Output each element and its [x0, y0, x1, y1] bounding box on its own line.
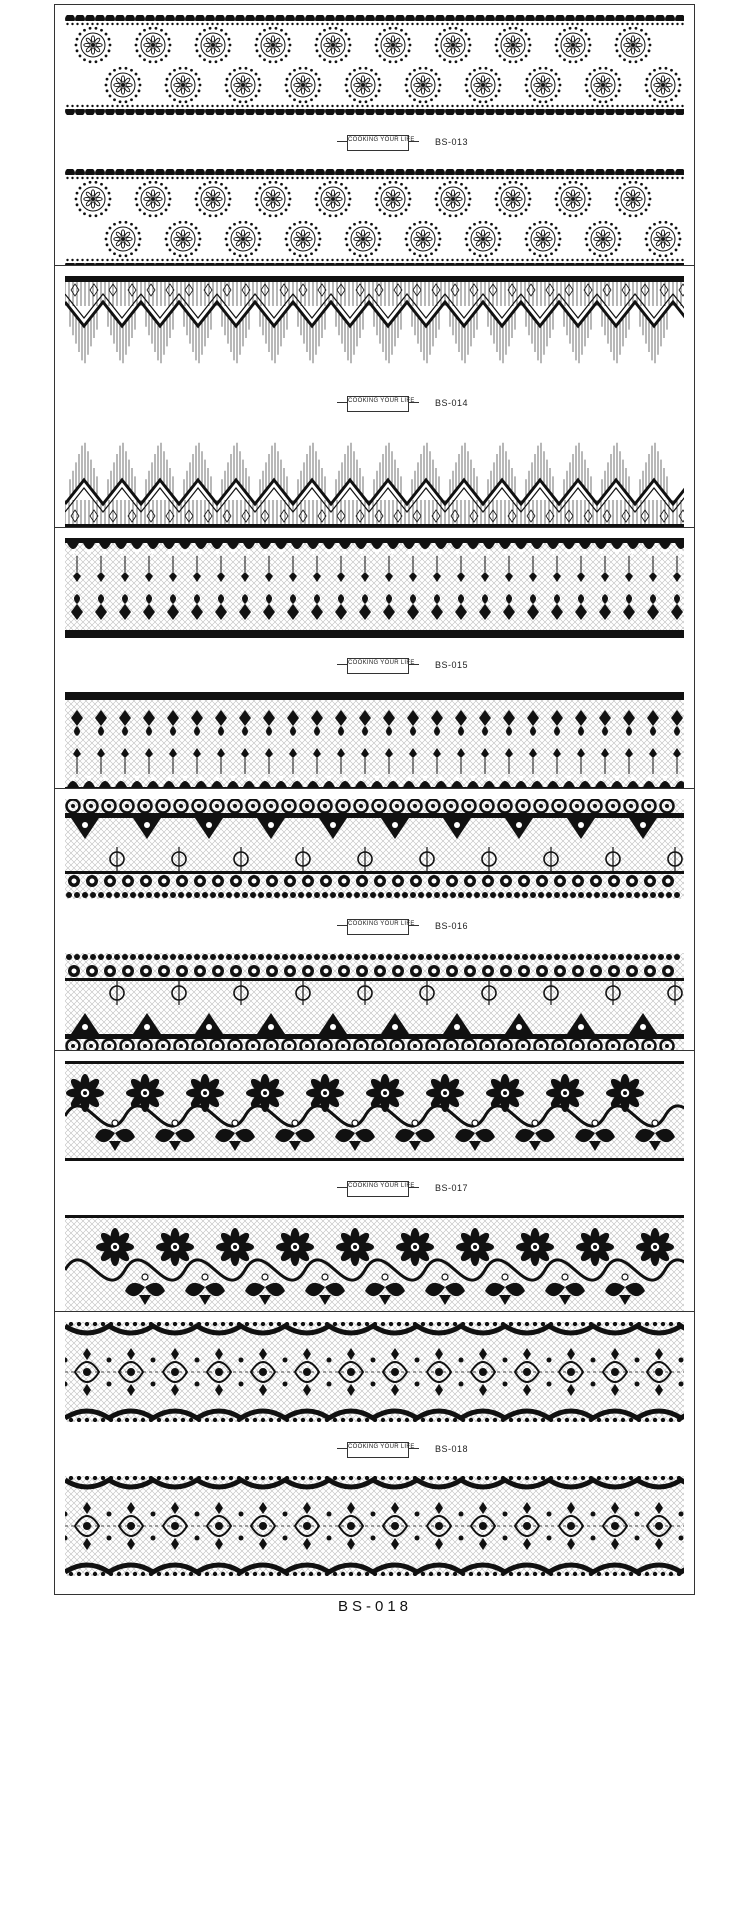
lace-pattern-wave-scroll	[65, 1476, 684, 1576]
lace-band-top	[65, 538, 684, 638]
lace-band-top	[65, 799, 684, 899]
arrow-left-icon	[337, 664, 347, 669]
sticker-sheet-4	[54, 788, 695, 1072]
lace-pattern-floral	[65, 1061, 684, 1161]
lace-band-bottom	[65, 430, 684, 530]
brand-label: COOKING YOUR LIFE	[348, 1444, 415, 1450]
lace-pattern-zigzag-fringe	[65, 430, 684, 530]
arrow-left-icon	[337, 402, 347, 407]
brand-box	[347, 1181, 415, 1197]
lace-pattern-wave-scroll	[65, 1322, 684, 1422]
brand-label: COOKING YOUR LIFE	[348, 398, 415, 404]
arrow-right-icon	[409, 925, 419, 930]
lace-band-top	[65, 1322, 684, 1422]
sheet-code: BS-016	[435, 921, 469, 931]
sheet-code: BS-014	[435, 398, 469, 408]
brand-box	[347, 135, 415, 151]
sheet-label-row	[55, 654, 694, 682]
arrow-right-icon	[409, 1448, 419, 1453]
brand-box	[347, 658, 415, 674]
arrow-right-icon	[409, 402, 419, 407]
sheet-label-row	[55, 392, 694, 420]
sheet-label-row	[55, 915, 694, 943]
brand-box	[347, 396, 415, 412]
arrow-left-icon	[337, 1448, 347, 1453]
sticker-sheet-3	[54, 527, 695, 811]
lace-pattern-scallop-drop	[65, 538, 684, 638]
sheet-code: BS-017	[435, 1183, 469, 1193]
arrow-right-icon	[409, 664, 419, 669]
lace-band-bottom	[65, 692, 684, 792]
sheet-caption: BS-018	[337, 1598, 413, 1615]
brand-label: COOKING YOUR LIFE	[348, 1183, 415, 1189]
lace-band-top	[65, 276, 684, 376]
sheet-code: BS-018	[435, 1444, 469, 1454]
lace-pattern-floral	[65, 1215, 684, 1315]
sticker-sheet-2	[54, 265, 695, 549]
sheet-code: BS-013	[435, 137, 469, 147]
brand-label: COOKING YOUR LIFE	[348, 921, 415, 927]
arrow-right-icon	[409, 141, 419, 146]
sheet-label-row	[55, 1177, 694, 1205]
arrow-left-icon	[337, 1187, 347, 1192]
sticker-sheet-1	[54, 4, 695, 288]
lace-pattern-medallion	[65, 15, 684, 115]
lace-band-bottom	[65, 953, 684, 1053]
lace-band-bottom	[65, 169, 684, 269]
sheet-label-row	[55, 1438, 694, 1466]
lace-band-bottom	[65, 1215, 684, 1315]
lace-pattern-zigzag-fringe	[65, 276, 684, 376]
arrow-right-icon	[409, 1187, 419, 1192]
sheet-label-row	[55, 131, 694, 159]
sheet-code: BS-015	[435, 660, 469, 670]
lace-band-bottom	[65, 1476, 684, 1576]
lace-pattern-beaded-arch	[65, 799, 684, 899]
brand-label: COOKING YOUR LIFE	[348, 137, 415, 143]
arrow-left-icon	[337, 141, 347, 146]
lace-pattern-medallion	[65, 169, 684, 269]
lace-band-top	[65, 1061, 684, 1161]
brand-box	[347, 1442, 415, 1458]
sticker-sheet-6	[54, 1311, 695, 1595]
lace-pattern-beaded-arch	[65, 953, 684, 1053]
lace-pattern-scallop-drop	[65, 692, 684, 792]
brand-label: COOKING YOUR LIFE	[348, 660, 415, 666]
brand-box	[347, 919, 415, 935]
lace-band-top	[65, 15, 684, 115]
arrow-left-icon	[337, 925, 347, 930]
sticker-sheet-5	[54, 1050, 695, 1334]
